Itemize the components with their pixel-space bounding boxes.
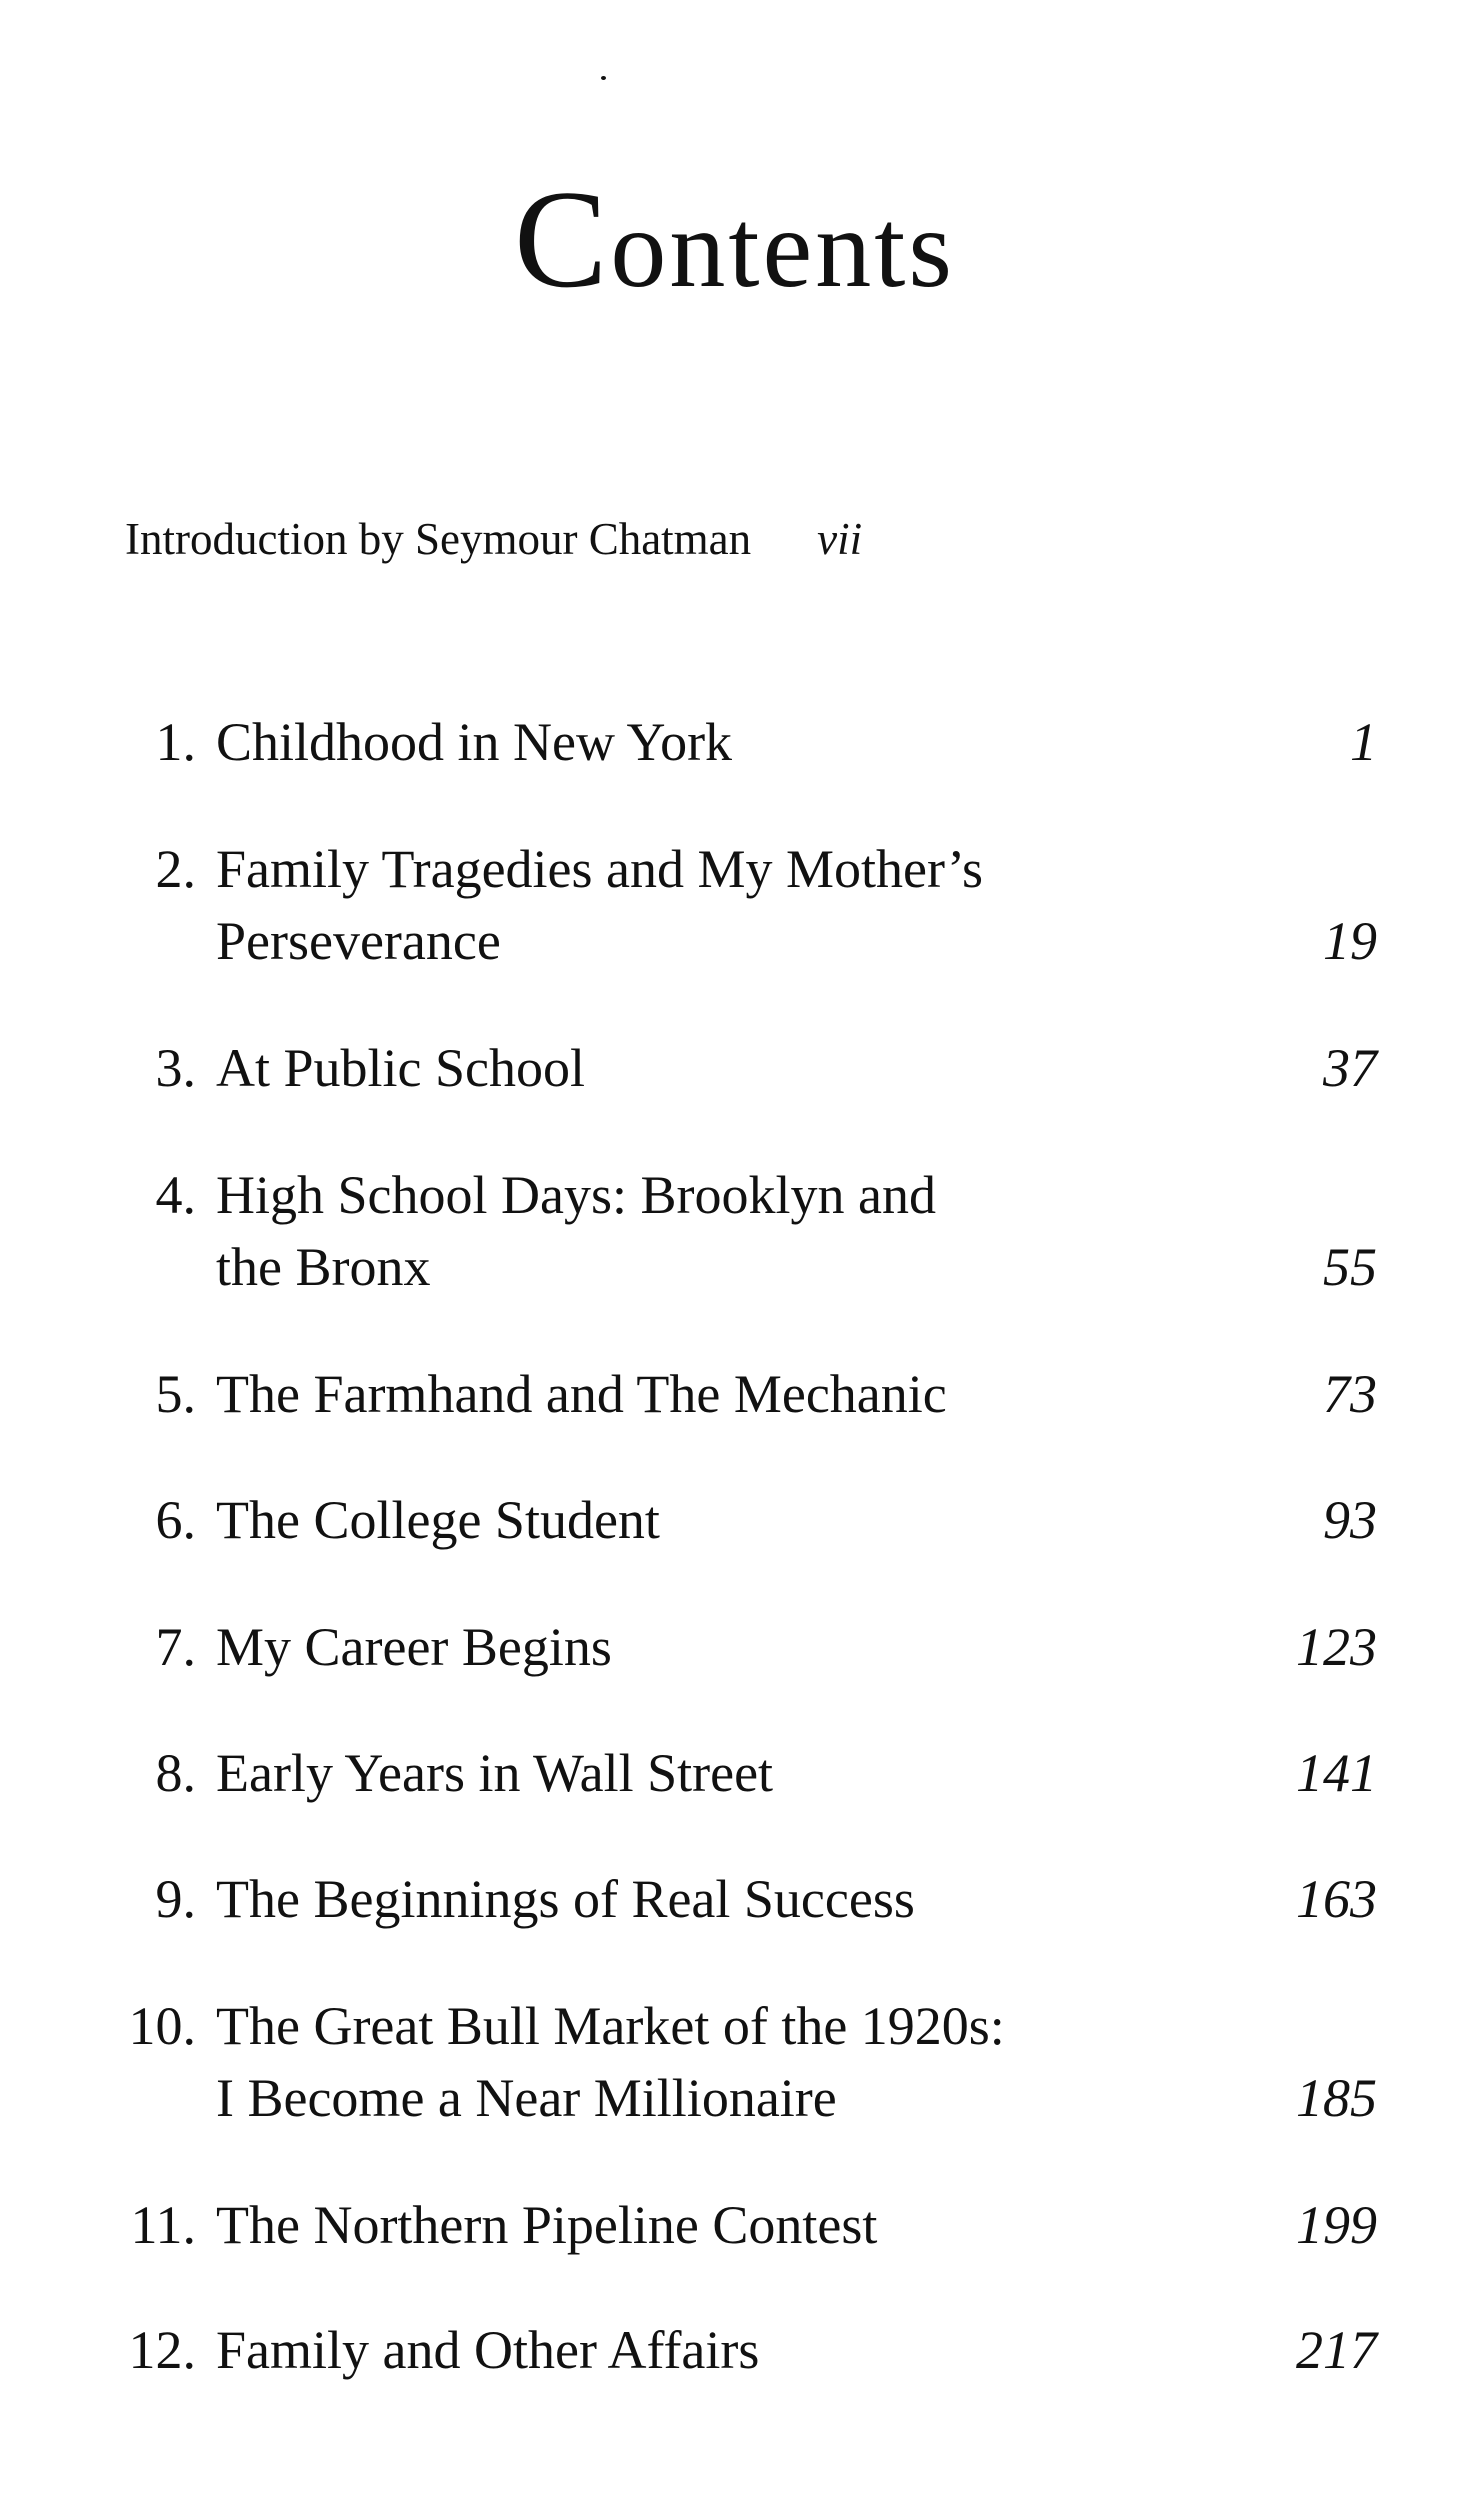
introduction-entry[interactable] — [125, 512, 862, 566]
chapter-page-number: 93 — [1323, 1490, 1377, 1550]
chapter-page-number: 141 — [1296, 1743, 1377, 1803]
chapter-title-line: Family and Other Affairs — [216, 2320, 760, 2380]
introduction-label: Introduction by Seymour Chatman — [125, 514, 752, 564]
chapter-page-number: 19 — [1323, 911, 1377, 971]
chapter-number: 5. — [155, 1364, 196, 1424]
chapter-title-line: The Farmhand and The Mechanic — [216, 1364, 947, 1424]
chapter-number: 9. — [155, 1869, 196, 1929]
chapter-title-line: The Great Bull Market of the 1920s: — [216, 1996, 1005, 2056]
chapter-page-number: 1 — [1350, 712, 1377, 772]
chapter-page-number: 73 — [1323, 1364, 1377, 1424]
chapter-page-number: 217 — [1296, 2320, 1377, 2380]
chapter-title-line: The College Student — [216, 1490, 660, 1550]
chapter-page-number: 55 — [1323, 1237, 1377, 1297]
chapter-number: 12. — [128, 2320, 196, 2380]
print-speck — [601, 76, 606, 80]
chapter-page-number: 123 — [1296, 1617, 1377, 1677]
chapter-number: 6. — [155, 1490, 196, 1550]
chapter-title-line: High School Days: Brooklyn and — [216, 1165, 936, 1225]
chapter-title-line: The Northern Pipeline Contest — [216, 2195, 878, 2255]
chapter-number: 2. — [155, 839, 196, 899]
title-initial: C — [514, 162, 611, 317]
chapter-title-line: My Career Begins — [216, 1617, 612, 1677]
chapter-page-number: 199 — [1296, 2195, 1377, 2255]
chapter-number: 4. — [155, 1165, 196, 1225]
chapter-title-line: I Become a Near Millionaire — [216, 2068, 837, 2128]
title-rest: ontents — [610, 187, 955, 311]
chapter-number: 11. — [130, 2195, 196, 2255]
chapter-page-number: 37 — [1323, 1038, 1377, 1098]
chapter-title-line: the Bronx — [216, 1237, 431, 1297]
chapter-number: 7. — [155, 1617, 196, 1677]
chapter-number: 1. — [155, 712, 196, 772]
chapter-number: 8. — [155, 1743, 196, 1803]
chapter-number: 10. — [128, 1996, 196, 2056]
chapter-title-line: At Public School — [216, 1038, 586, 1098]
chapter-title-line: Family Tragedies and My Mother’s — [216, 839, 983, 899]
introduction-page-number: vii — [817, 514, 863, 564]
chapter-title-line: Childhood in New York — [216, 712, 733, 772]
chapter-page-number: 163 — [1296, 1869, 1377, 1929]
chapter-page-number: 185 — [1296, 2068, 1377, 2128]
chapter-number: 3. — [155, 1038, 196, 1098]
chapter-title-line: The Beginnings of Real Success — [216, 1869, 915, 1929]
chapter-title-line: Perseverance — [216, 911, 501, 971]
page-title — [0, 162, 1469, 317]
chapter-title-line: Early Years in Wall Street — [216, 1743, 774, 1803]
